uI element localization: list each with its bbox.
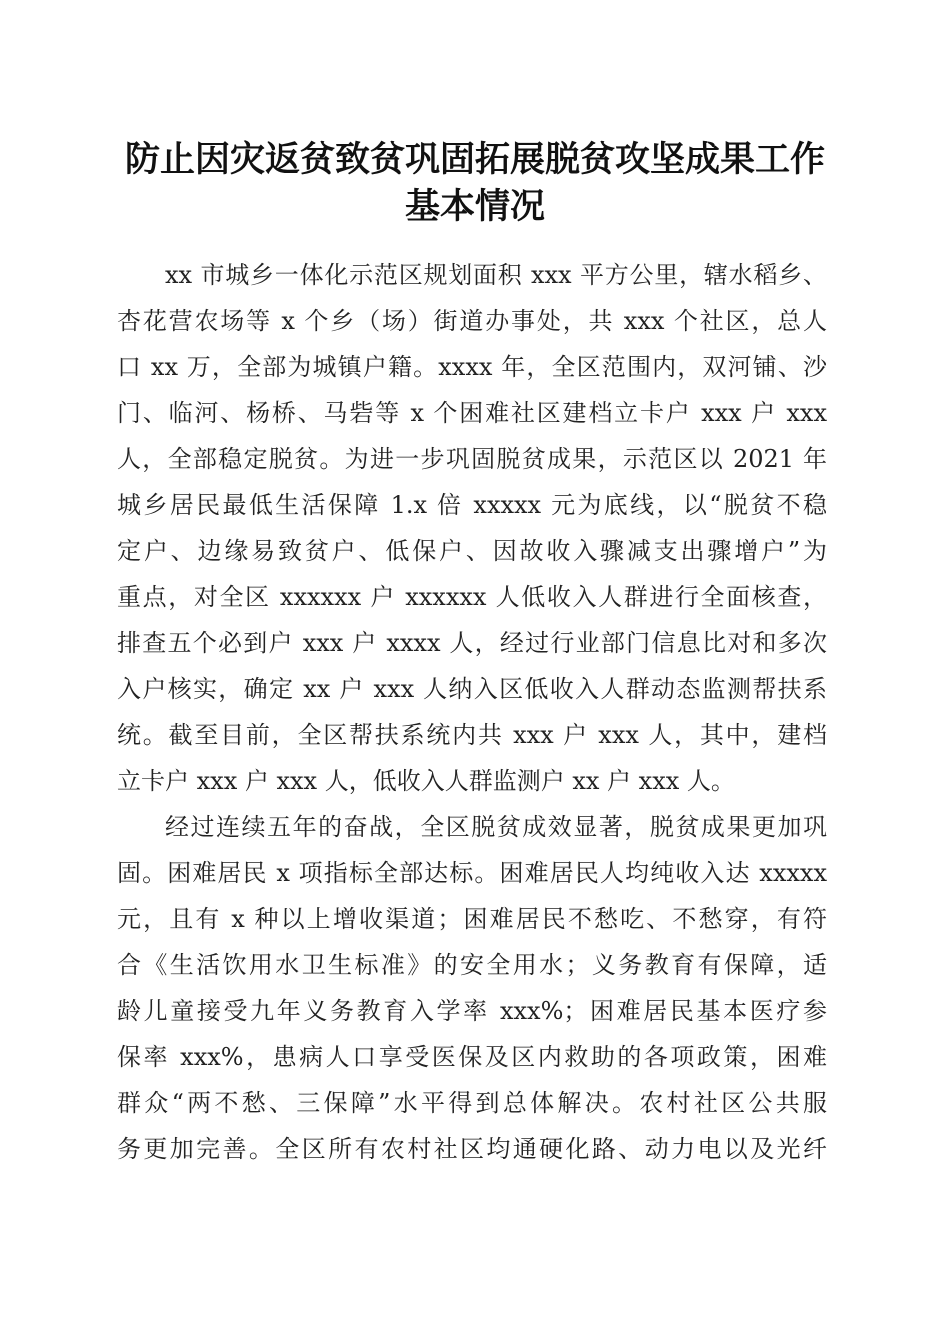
text-line: 人，全部稳定脱贫。为进一步巩固脱贫成果，示范区以 2021 年 <box>117 445 827 473</box>
text-line: 重点，对全区 xxxxxx 户 xxxxxx 人低收入人群进行全面核查， <box>117 583 827 611</box>
text-line: xx 市城乡一体化示范区规划面积 xxx 平方公里，辖水稻乡、 <box>165 261 827 289</box>
text-line: 入户核实，确定 xx 户 xxx 人纳入区低收入人群动态监测帮扶系 <box>117 675 827 703</box>
paragraph-1 <box>117 252 827 804</box>
text-line: 保率 xxx%，患病人口享受医保及区内救助的各项政策，困难 <box>117 1043 827 1071</box>
text-line: 定户、边缘易致贫户、低保户、因故收入骤减支出骤增户”为 <box>117 537 827 565</box>
text-line: 门、临河、杨桥、马砦等 x 个困难社区建档立卡户 xxx 户 xxx <box>117 399 827 427</box>
document-body <box>117 252 827 1172</box>
text-line: 立卡户 xxx 户 xxx 人，低收入人群监测户 xx 户 xxx 人。 <box>117 767 735 795</box>
document-title <box>100 136 850 230</box>
text-line: 务更加完善。全区所有农村社区均通硬化路、动力电以及光纤 <box>117 1135 827 1163</box>
text-line: 龄儿童接受九年义务教育入学率 xxx%；困难居民基本医疗参 <box>117 997 827 1025</box>
title-line-1: 防止因灾返贫致贫巩固拓展脱贫攻坚成果工作 <box>124 139 825 180</box>
text-line: 城乡居民最低生活保障 1.x 倍 xxxxx 元为底线，以“脱贫不稳 <box>117 491 827 519</box>
text-line: 经过连续五年的奋战，全区脱贫成效显著，脱贫成果更加巩 <box>165 813 827 841</box>
text-line: 固。困难居民 x 项指标全部达标。困难居民人均纯收入达 xxxxx <box>117 859 827 887</box>
text-line: 群众“两不愁、三保障”水平得到总体解决。农村社区公共服 <box>117 1089 827 1117</box>
text-line: 口 xx 万，全部为城镇户籍。xxxx 年，全区范围内，双河铺、沙 <box>117 353 827 381</box>
title-line-2: 基本情况 <box>404 186 545 227</box>
text-line: 排查五个必到户 xxx 户 xxxx 人，经过行业部门信息比对和多次 <box>117 629 827 657</box>
text-line: 杏花营农场等 x 个乡（场）街道办事处，共 xxx 个社区，总人 <box>117 307 827 335</box>
paragraph-2 <box>117 804 827 1172</box>
text-line: 统。截至目前，全区帮扶系统内共 xxx 户 xxx 人，其中，建档 <box>117 721 827 749</box>
text-line: 合《生活饮用水卫生标准》的安全用水；义务教育有保障，适 <box>117 951 827 979</box>
text-line: 元，且有 x 种以上增收渠道；困难居民不愁吃、不愁穿，有符 <box>117 905 827 933</box>
